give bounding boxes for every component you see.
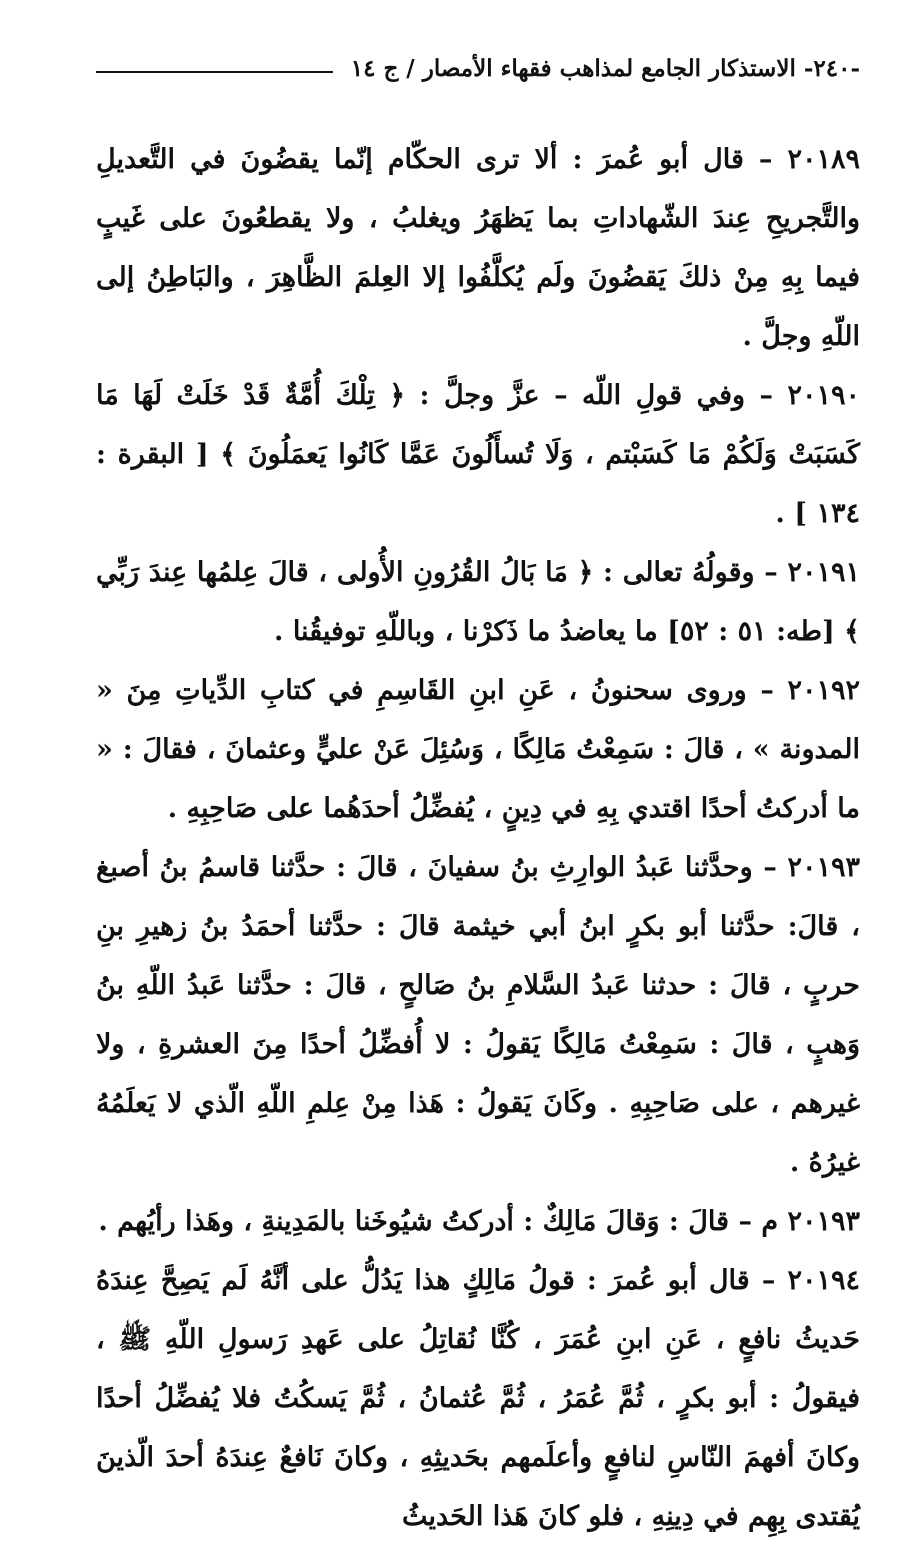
paragraph-number: ٢٠١٩٢ – <box>760 675 860 706</box>
paragraph-20193m <box>96 1192 860 1251</box>
running-header <box>96 48 860 88</box>
paragraph-text: وروى سحنونُ ، عَنِ ابنِ القَاسِمِ في كتابِ الدِّياتِ مِنَ « المدونة » ، قالَ : سَمِعْتُ مَالِكًا ، وَسُئِلَ عَنْ عليٍّ وعثمانَ ، فقالَ : « ما أدركتُ أحدًا اقتدي بِهِ في دِينٍ ، يُفضِّلُ أحدَهُما على صَاحِبِهِ . <box>96 675 860 824</box>
paragraph-number: ٢٠١٨٩ – <box>758 144 860 175</box>
paragraph-number: ٢٠١٩٤ – <box>761 1265 860 1296</box>
paragraph-number: ٢٠١٩٠ – <box>759 380 860 411</box>
paragraph-20193 <box>96 838 860 1192</box>
paragraph-number: ٢٠١٩٣ – <box>763 852 860 883</box>
paragraph-text: قال أبو عُمرَ : قولُ مَالِكٍ هذا يَدُلُّ على أنَّهُ لَم يَصِحَّ عِندَهُ حَديثُ نافعٍ ، عَنِ ابنِ عُمَرَ ، كُنَّا نُقاتِلُ على عَهدِ رَسولِ اللّهِ ﷺ ، فيقولُ : أبو بكرٍ ، ثُمَّ عُمَرُ ، ثُمَّ عُثمانُ ، ثُمَّ يَسكُتُ فلا يُفضِّلُ أحدًا وكانَ أفهمَ النّاسِ لنافعٍ وأعلَمهم بحَديثِهِ ، وكانَ نَافعٌ عِندَهُ أحدَ الّذينَ يُقتدى بِهِم في دِينِهِ ، فلو كانَ هَذا الحَديثُ <box>96 1265 860 1532</box>
paragraph-text: قال أبو عُمرَ : ألا ترى الحكّام إنّما يقضُونَ في التَّعديلِ والتَّجريحِ عِندَ الشّهاداتِ بما يَظهَرُ ويغلبُ ، ولا يقطعُونَ على غَيبٍ فيما بِهِ مِنْ ذلكَ يَقضُونَ ولَم يُكلَّفُوا إلا العِلمَ الظَّاهِرَ ، والبَاطِنُ إلى اللّهِ وجلَّ . <box>96 144 860 352</box>
header-rule <box>96 71 333 73</box>
paragraph-20190 <box>96 366 860 543</box>
running-title: -٢٤٠- الاستذكار الجامع لمذاهب فقهاء الأمصار / ج ١٤ <box>350 54 860 82</box>
paragraph-20189 <box>96 130 860 366</box>
paragraph-20194 <box>96 1251 860 1546</box>
paragraph-text: وقولُهُ تعالى : ﴿ مَا بَالُ القُرُونِ الأُولى ، قالَ عِلمُها عِندَ رَبِّي ﴾ [طه: ٥١ : ٥٢] ما يعاضدُ ما ذَكرْنا ، وباللّهِ توفيقُنا . <box>96 557 860 647</box>
paragraph-20192 <box>96 661 860 838</box>
paragraph-text: قالَ : وَقالَ مَالِكٌ : أدركتُ شيُوخَنا بالمَدِينةِ ، وهَذا رأيُهم . <box>98 1206 730 1237</box>
paragraph-text: وفي قولِ اللّه – عزَّ وجلَّ : ﴿ تِلْكَ أُمَّةٌ قَدْ خَلَتْ لَهَا مَا كَسَبَتْ وَلَكُمْ مَا كَسَبْتم ، وَلَا تُسأَلُونَ عَمَّا كَانُوا يَعمَلُونَ ﴾ [ البقرة : ١٣٤ ] . <box>96 380 860 529</box>
paragraph-20191 <box>96 543 860 661</box>
paragraph-number: ٢٠١٩٣ م – <box>738 1206 860 1237</box>
page-body <box>96 130 860 1546</box>
paragraph-text: وحدَّثنا عَبدُ الوارِثِ بنُ سفيانَ ، قالَ : حدَّثنا قاسمُ بنُ أصبغ ، قالَ: حدَّثنا أبو بكرٍ ابنُ أبي خيثمة قالَ : حدَّثنا أحمَدُ بنُ زهيرِ بنِ حربٍ ، قالَ : حدثنا عَبدُ السَّلامِ بنُ صَالحٍ ، قالَ : حدَّثنا عَبدُ اللّهِ بنُ وَهبٍ ، قالَ : سَمِعْتُ مَالِكًا يَقولُ : لا أُفضِّلُ أحدًا مِنَ العشرةِ ، ولا غيرهم ، على صَاحِبِهِ . وكَانَ يَقولُ : هَذا مِنْ عِلمِ اللّهِ الّذي لا يَعلَمُهُ غيرُهُ . <box>96 852 860 1178</box>
paragraph-number: ٢٠١٩١ – <box>764 557 860 588</box>
